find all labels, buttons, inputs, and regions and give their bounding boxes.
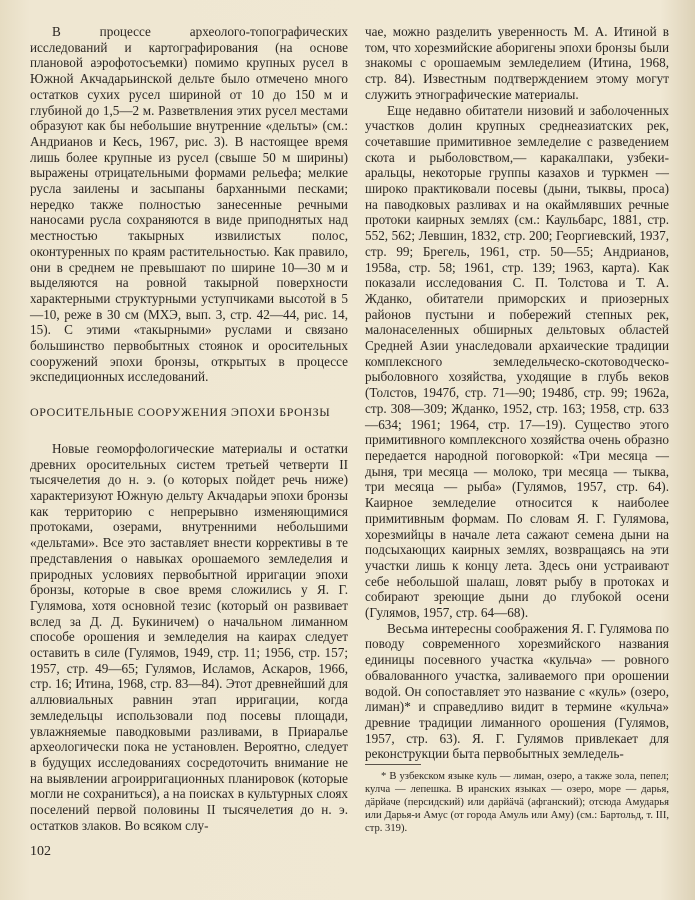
right-column [365, 24, 669, 762]
footnote-divider [365, 764, 421, 765]
right-paragraph-2: Еще недавно обитатели низовий и заболоченных участков долин крупных среднеазиатских рек, сочетавшие примитивное земледелие с разведением скота и рыболовством,— каракалпаки, узбеки-аральцы, некоторые группы казахов и туркмен — широко практиковали посевы (дыни, тыквы, проса) на паводковых разливах и на окаймлявших речные протоки каирных землях (см.: Каульбарс, 1881, стр. 552, 562; Левшин, 1832, стр. 200; Георгиевский, 1937, стр. 99; Брегель, 1961, стр. 50—55; Андрианов, 1958а, стр. 58; 1961, стр. 139; 1963, карта). Как показали исследования С. П. Толстова и Т. А. Жданко, обитатели приморских и приозерных районов пустыни и побережий степных рек, малонаселенных обширных дельтовых областей Средней Азии унаследовали архаические традиции комплексного земледельческо-скотоводческо-рыболовного хозяйства, уходящие в глубь веков (Толстов, 1947б, стр. 71—90; 1948б, стр. 99; 1962а, стр. 308—309; Жданко, 1952, стр. 163; 1958, стр. 633—634; 1961; 1964, стр. 17—19). Существо этого примитивного комплексного хозяйства очень образно передается народной поговоркой: «Три месяца — дыня, три месяца — молоко, три месяца — тыква, три месяца — рыба» (Гулямов, 1957, стр. 64). Каирное земледелие относится к наиболее примитивным формам. По словам Я. Г. Гулямова, хорезмийцы в начале лета сажают семена дыни на подсыхающих каирных землях, возвращаясь на эти участки лишь к концу лета. Здесь они устраивают себе небольшой шалаш, ловят рыбу в протоках и собирают зреющие дыни до глубокой осени (Гулямов, 1957, стр. 64—68). [365, 102, 669, 621]
footnote: * В узбекском языке куль — лиман, озеро, а также зола, пепел; кулча — лепешка. В иранских языках — озеро, море — дарья, дäрйаче (персидский) или дарйäчä (афганский); отсюда Амударья или Дарья-и Амус (от города Амуль или Аму) (см.: Бартольд, т. III, стр. 319). [365, 771, 669, 834]
left-paragraph-2: Новые геоморфологические материалы и остатки древних оросительных систем третьей четверти II тысячелетия до н. э. (о которых пойдет речь ниже) характеризуют Южную дельту Акчадарьи эпохи бронзы как территорию с непрерывно изменяющимися протоками, озерами, внутренними небольшими «дельтами». Все это заставляет внести коррективы в те представления о навыках орошаемого земледелия и природных условиях первобытной ирригации эпохи бронзы, которые в свое время сложились у Я. Г. Гулямова, хотя основной тезис (который он развивает вслед за Д. Д. Букиничем) о начальном лиманном способе орошения и земледелия на каирах следует оставить в силе (Гулямов, 1949, стр. 11; 1956, стр. 157; 1957, стр. 49—65; Гулямов, Исламов, Аскаров, 1966, стр. 16; Итина, 1968, стр. 83—84). Этот древнейший для аллювиальных равнин этап ирригации, когда земледельцы использовали под посевы площади, увлажняемые паводковыми разливами, в Приаралье археологически пока не установлен. Вероятно, следует в будущих исследованиях сосредоточить внимание не на выявлении агроирригационных планировок (которые могли не сохраниться), а на поисках в культурных слоях поселений первой половины II тысячелетия до н. э. остатков злаков. Во всяком слу- [30, 440, 348, 833]
left-paragraph-1: В процессе археолого-топографических исследований и картографирования (на основе плановой аэрофотосъемки) помимо крупных русел в Южной Акчадарьинской дельте было отмечено много остатков сухих русел шириной от 10 до 150 м и глубиной до 1,5—2 м. Разветвления этих русел местами образуют как бы небольшие внутренние «дельты» (см.: Андрианов и Кесь, 1967, рис. 3). В настоящее время лишь более крупные из русел (свыше 50 м ширины) выражены отрицательными формами рельефа; мелкие русла заилены и засыпаны барханными песками; нередко также полностью занесенные речными наносами русла сохраняются в виде приподнятых над местностью такырных извилистых полос, оконтуренных по краям растительностью. Как правило, они в среднем не превышают по ширине 10—30 м и выделяются на ровной такырной поверхности характерными структурными уступчиками высотой в 5—10, реже в 30 см (МХЭ, вып. 3, стр. 42—44, рис. 14, 15). С этими «такырными» руслами и связано большинство первобытных стоянок и оросительных сооружений эпохи бронзы, открытых в процессе экспедиционных исследований. [30, 24, 348, 385]
page-number: 102 [30, 844, 51, 859]
left-column [30, 24, 348, 833]
section-heading: ОРОСИТЕЛЬНЫЕ СООРУЖЕНИЯ ЭПОХИ БРОНЗЫ [30, 405, 331, 420]
right-paragraph-3: Весьма интересны соображения Я. Г. Гулямова по поводу современного хорезмийского названия единицы посевного участка «кульча» — ровного обвалованного участка, заливаемого при орошении водой. Он сопоставляет это название с «куль» (озеро, лиман)* и справедливо видит в термине «кульча» древние традиции лиманного орошения (Гулямов, 1957, стр. 63). Я. Г. Гулямов привлекает для реконструкции быта первобытных земледель- [365, 620, 669, 762]
right-paragraph-1: чае, можно разделить уверенность М. А. Итиной в том, что хорезмийские аборигены эпохи бронзы были знакомы с орошаемым земледелием (Итина, 1968, стр. 84). Известным подтверждением этому могут служить этнографические материалы. [365, 24, 669, 102]
